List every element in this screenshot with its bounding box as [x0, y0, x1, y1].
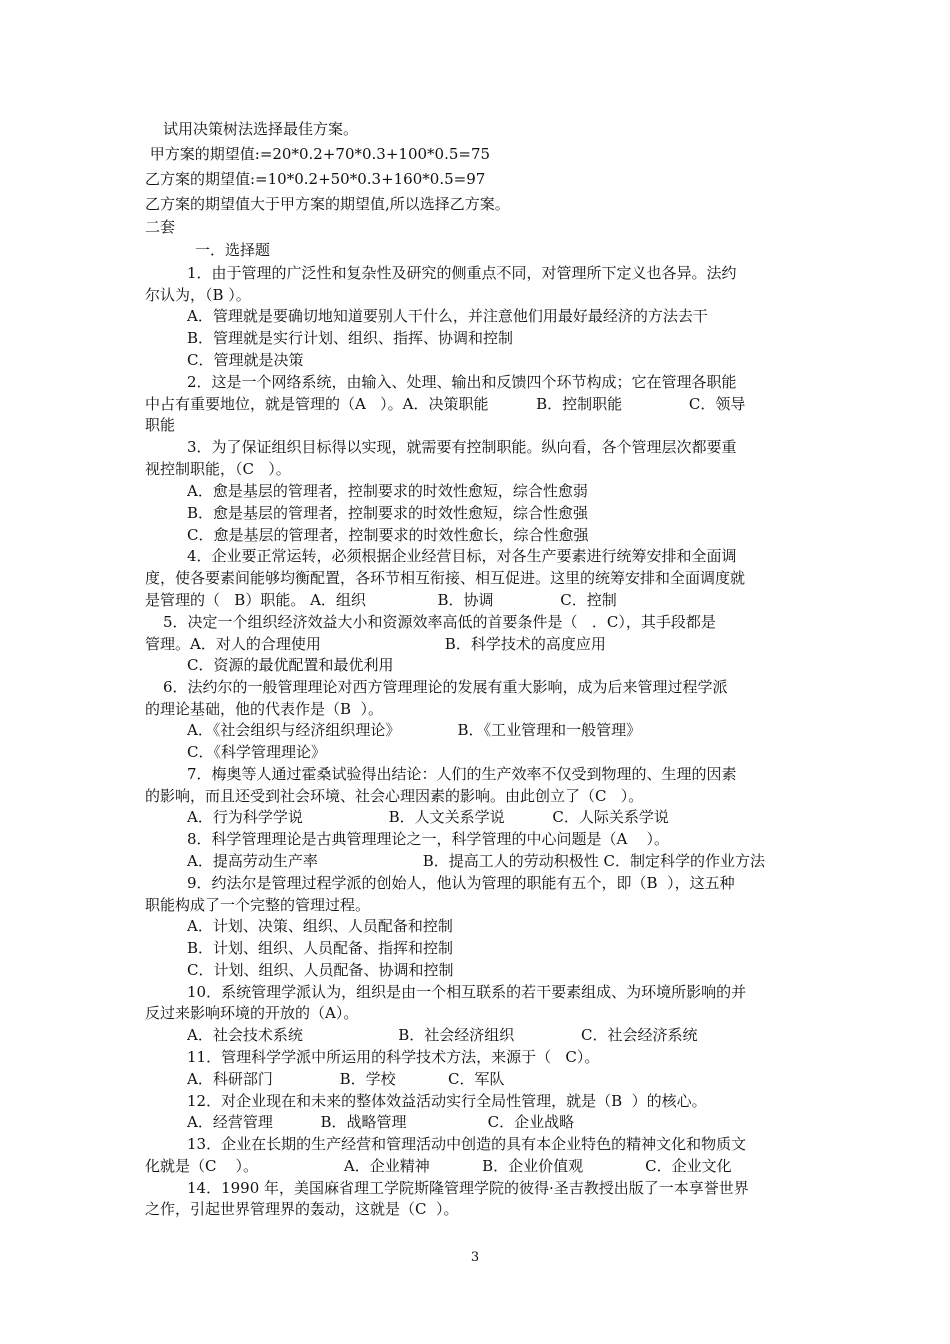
- option-line: A．愈是基层的管理者，控制要求的时效性愈短，综合性愈弱: [187, 482, 588, 500]
- conclusion: 乙方案的期望值大于甲方案的期望值,所以选择乙方案。: [145, 195, 510, 213]
- question-line: 管理。A．对人的合理使用 B．科学技术的高度应用: [145, 635, 606, 653]
- set-heading: 二套: [145, 218, 176, 236]
- question-line: 中占有重要地位，就是管理的（A ）。A．决策职能 B．控制职能 C．领导: [145, 395, 746, 413]
- option-line: A．行为科学学说 B．人文关系学说 C．人际关系学说: [187, 808, 669, 826]
- question-line: 度，使各要素间能够均衡配置，各环节相互衔接、相互促进。这里的统筹安排和全面调度就: [145, 569, 746, 587]
- option-line: A．管理就是要确切地知道要别人干什么，并注意他们用最好最经济的方法去干: [187, 307, 708, 325]
- option-line: C．《科学管理理论》: [187, 743, 326, 761]
- option-line: C．计划、组织、人员配备、协调和控制: [187, 961, 454, 979]
- option-line: A．社会技术系统 B．社会经济组织 C．社会经济系统: [187, 1026, 698, 1044]
- option-line: A．科研部门 B．学校 C．军队: [187, 1070, 505, 1088]
- plan-a-expectation: 甲方案的期望值:=20*0.2+70*0.3+100*0.5=75: [145, 145, 491, 163]
- section-heading: 一．选择题: [195, 241, 271, 259]
- question-line: 是管理的（ B）职能。 A．组织 B．协调 C．控制: [145, 591, 617, 609]
- option-line: B．计划、组织、人员配备、指挥和控制: [187, 939, 454, 957]
- question-line: 职能构成了一个完整的管理过程。: [145, 896, 371, 914]
- question-line: 化就是（C ）。 A．企业精神 B．企业价值观 C．企业文化: [145, 1157, 732, 1175]
- question-line: 14．1990 年，美国麻省理工学院斯隆管理学院的彼得·圣吉教授出版了一本享誉世界: [187, 1179, 749, 1197]
- question-line: 7．梅奥等人通过霍桑试验得出结论：人们的生产效率不仅受到物理的、生理的因素: [187, 765, 737, 783]
- decision-tree-instruction: 试用决策树法选择最佳方案。: [163, 120, 359, 138]
- question-line: 反过来影响环境的开放的（A）。: [145, 1004, 359, 1022]
- question-line: 之作，引起世界管理界的轰动，这就是（C ）。: [145, 1200, 459, 1218]
- question-line: 1．由于管理的广泛性和复杂性及研究的侧重点不同，对管理所下定义也各异。法约: [187, 264, 737, 282]
- question-line: 11．管理科学学派中所运用的科学技术方法，来源于（ C）。: [187, 1048, 600, 1066]
- option-line: B．愈是基层的管理者，控制要求的时效性愈短，综合性愈强: [187, 504, 589, 522]
- question-line: 2．这是一个网络系统，由输入、处理、输出和反馈四个环节构成；它在管理各职能: [187, 373, 737, 391]
- question-line: 视控制职能，（C ）。: [145, 460, 291, 478]
- question-line: 尔认为，（B ）。: [145, 286, 251, 304]
- option-line: C．愈是基层的管理者，控制要求的时效性愈长，综合性愈强: [187, 526, 589, 544]
- question-line: 4．企业要正常运转，必须根据企业经营目标，对各生产要素进行统筹安排和全面调: [187, 547, 737, 565]
- plan-b-expectation: 乙方案的期望值:=10*0.2+50*0.3+160*0.5=97: [145, 170, 486, 188]
- question-line: 8．科学管理理论是古典管理理论之一，科学管理的中心问题是（A ）。: [187, 830, 669, 848]
- question-line: 12．对企业现在和未来的整体效益活动实行全局性管理，就是（B ）的核心。: [187, 1092, 707, 1110]
- question-line: 5．决定一个组织经济效益大小和资源效率高低的首要条件是（ ．C），其手段都是: [163, 613, 716, 631]
- question-line: 职能: [145, 416, 176, 434]
- option-line: A．计划、决策、组织、人员配备和控制: [187, 917, 453, 935]
- option-line: A．《社会组织与经济组织理论》 B．《工业管理和一般管理》: [187, 721, 642, 739]
- option-line: A．经营管理 B．战略管理 C．企业战略: [187, 1113, 575, 1131]
- option-line: C．资源的最优配置和最优利用: [187, 656, 394, 674]
- question-line: 10．系统管理学派认为，组织是由一个相互联系的若干要素组成、为环境所影响的并: [187, 983, 747, 1001]
- option-line: C．管理就是决策: [187, 351, 304, 369]
- page-number: 3: [470, 1250, 480, 1265]
- question-line: 13．企业在长期的生产经营和管理活动中创造的具有本企业特色的精神文化和物质文: [187, 1135, 747, 1153]
- question-line: 的理论基础，他的代表作是（B ）。: [145, 700, 384, 718]
- question-line: 9．约法尔是管理过程学派的创始人，他认为管理的职能有五个，即（B ），这五种: [187, 874, 735, 892]
- question-line: 6．法约尔的一般管理理论对西方管理理论的发展有重大影响，成为后来管理过程学派: [163, 678, 728, 696]
- question-line: 3．为了保证组织目标得以实现，就需要有控制职能。纵向看，各个管理层次都要重: [187, 438, 737, 456]
- option-line: A．提高劳动生产率 B．提高工人的劳动积极性 C．制定科学的作业方法: [187, 852, 766, 870]
- question-line: 的影响，而且还受到社会环境、社会心理因素的影响。由此创立了（C ）。: [145, 787, 644, 805]
- option-line: B．管理就是实行计划、组织、指挥、协调和控制: [187, 329, 514, 347]
